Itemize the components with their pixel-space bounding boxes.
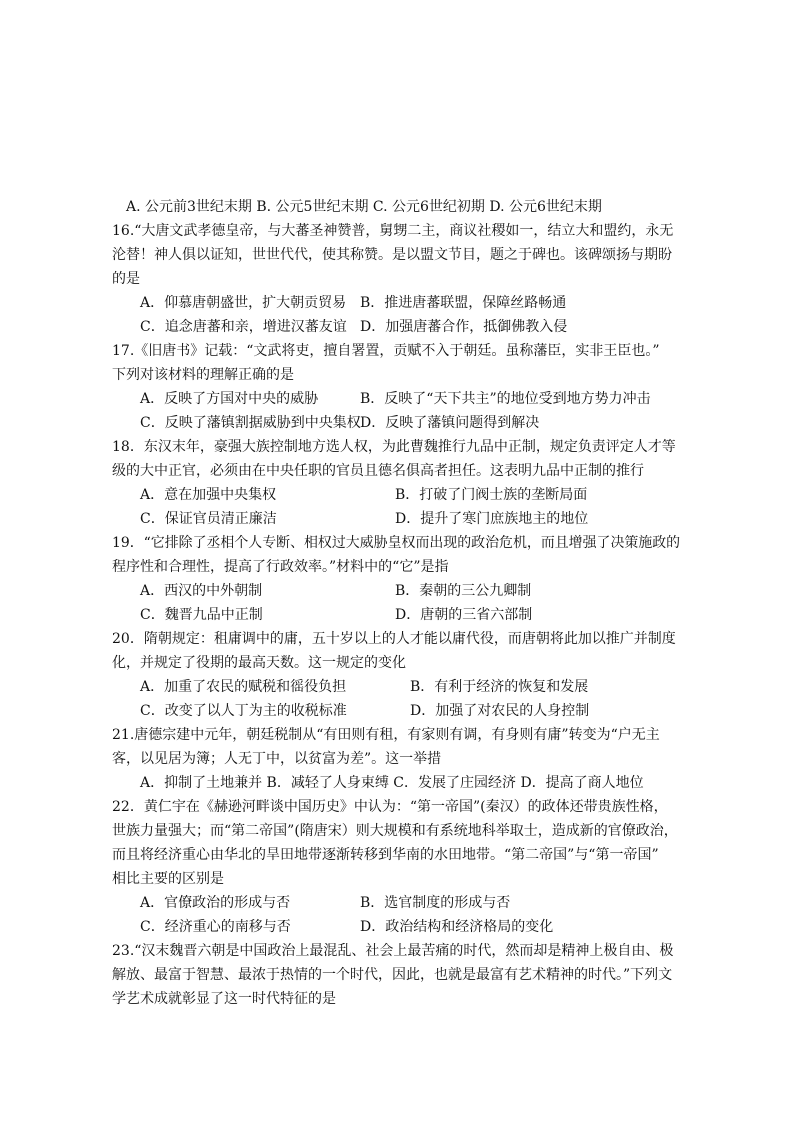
q22-stem-line1: 22．黄仁宇在《赫逊河畔谈中国历史》中认为：“第一帝国”(秦汉）的政体还带贵族性格， — [112, 799, 668, 815]
q20-stem-line2: 化，并规定了役期的最高天数。这一规定的变化 — [112, 655, 406, 671]
q23-stem-line3: 学艺术成就彰显了这一时代特征的是 — [112, 991, 336, 1007]
q18-stem-line1: 18．东汉末年，豪强大族控制地方选人权，为此曹魏推行九品中正制，规定负责评定人才等 — [112, 439, 676, 455]
q22-stem-line3: 而且将经济重心由华北的旱田地带逐渐转移到华南的水田地带。“第二帝国”与“第一帝国” — [112, 847, 659, 863]
q20-option-d: D．加强了对农民的人身控制 — [410, 703, 590, 719]
q16-option-c: C．追念唐蕃和亲，增进汉蕃友谊 — [140, 319, 347, 335]
q19-option-a: A．西汉的中外朝制 — [140, 583, 263, 599]
q22-option-a: A．官僚政治的形成与否 — [140, 895, 291, 911]
q20-stem-line1: 20．隋朝规定：租庸调中的庸，五十岁以上的人才能以庸代役，而唐朝将此加以推广并制度 — [112, 631, 676, 647]
q17-option-c: C．反映了藩镇割据威胁到中央集权 — [140, 415, 361, 431]
q15-options: A. 公元前3世纪末期 B. 公元5世纪末期 C. 公元6世纪初期 D. 公元6世纪末期 — [126, 199, 602, 215]
q17-option-a: A．反映了方国对中央的威胁 — [140, 391, 319, 407]
q21-options: A．抑制了土地兼并 B．减轻了人身束缚 C．发展了庄园经济 D．提高了商人地位 — [140, 775, 644, 791]
q20-option-b: B．有利于经济的恢复和发展 — [410, 679, 589, 695]
q22-option-b: B．选官制度的形成与否 — [360, 895, 511, 911]
q17-option-d: D．反映了藩镇问题得到解决 — [360, 415, 540, 431]
q18-option-d: D．提升了寒门庶族地主的地位 — [395, 511, 589, 527]
q17-option-b: B．反映了“天下共主”的地位受到地方势力冲击 — [360, 391, 651, 407]
q16-stem-line1: 16.“大唐文武孝德皇帝，与大蕃圣神赞普，舅甥二主，商议社稷如一，结立大和盟约，永无 — [112, 223, 674, 239]
q19-stem-line2: 程序性和合理性，提高了行政效率。”材料中的“它”是指 — [112, 559, 449, 575]
q19-stem-line1: 19．“它排除了丞相个人专断、相权过大威胁皇权而出现的政治危机，而且增强了决策施政的 — [112, 535, 681, 551]
q22-option-d: D．政治结构和经济格局的变化 — [360, 919, 554, 935]
q16-stem-line3: 的是 — [112, 271, 140, 287]
q22-stem-line4: 相比主要的区别是 — [112, 871, 224, 887]
q19-option-c: C．魏晋九品中正制 — [140, 607, 263, 623]
q18-option-b: B．打破了门阀士族的垄断局面 — [395, 487, 588, 503]
q23-stem-line2: 解放、最富于智慧、最浓于热情的一个时代，因此，也就是最富有艺术精神的时代。”下列文 — [112, 967, 673, 983]
q19-option-b: B．秦朝的三公九卿制 — [395, 583, 532, 599]
q21-stem-line2: 客，以见居为簿；人无丁中，以贫富为差”。这一举措 — [112, 751, 442, 767]
q16-option-d: D．加强唐蕃合作，抵御佛教入侵 — [360, 319, 568, 335]
q21-stem-line1: 21.唐德宗建中元年，朝廷税制从“有田则有租，有家则有调，有身则有庸”转变为“户无主 — [112, 727, 660, 743]
q20-option-c: C．改变了以人丁为主的收税标准 — [140, 703, 347, 719]
q22-stem-line2: 世族力量强大；而“第二帝国”(隋唐宋）则大规模和有系统地科举取士，造成新的官僚政治， — [112, 823, 678, 839]
q18-stem-line2: 级的大中正官，必须由在中央任职的官员且德名俱高者担任。这表明九品中正制的推行 — [112, 463, 644, 479]
q16-option-b: B．推进唐蕃联盟，保障丝路畅通 — [360, 295, 567, 311]
q17-stem-line1: 17.《旧唐书》记载：“文武将吏，擅自署置，贡赋不入于朝廷。虽称藩臣，实非王臣也。” — [112, 343, 660, 359]
q17-stem-line2: 下列对该材料的理解正确的是 — [112, 367, 294, 383]
q18-option-c: C．保证官员清正廉洁 — [140, 511, 277, 527]
q16-option-a: A．仰慕唐朝盛世，扩大朝贡贸易 — [140, 295, 347, 311]
q18-option-a: A．意在加强中央集权 — [140, 487, 277, 503]
q22-option-c: C．经济重心的南移与否 — [140, 919, 291, 935]
q16-stem-line2: 沦替！神人俱以证知，世世代代，使其称赞。是以盟文节目，题之于碑也。该碑颂扬与期盼 — [112, 247, 672, 263]
q19-option-d: D．唐朝的三省六部制 — [395, 607, 533, 623]
q20-option-a: A．加重了农民的赋税和徭役负担 — [140, 679, 347, 695]
q23-stem-line1: 23.“汉末魏晋六朝是中国政治上最混乱、社会上最苦痛的时代，然而却是精神上极自由、极 — [112, 943, 674, 959]
